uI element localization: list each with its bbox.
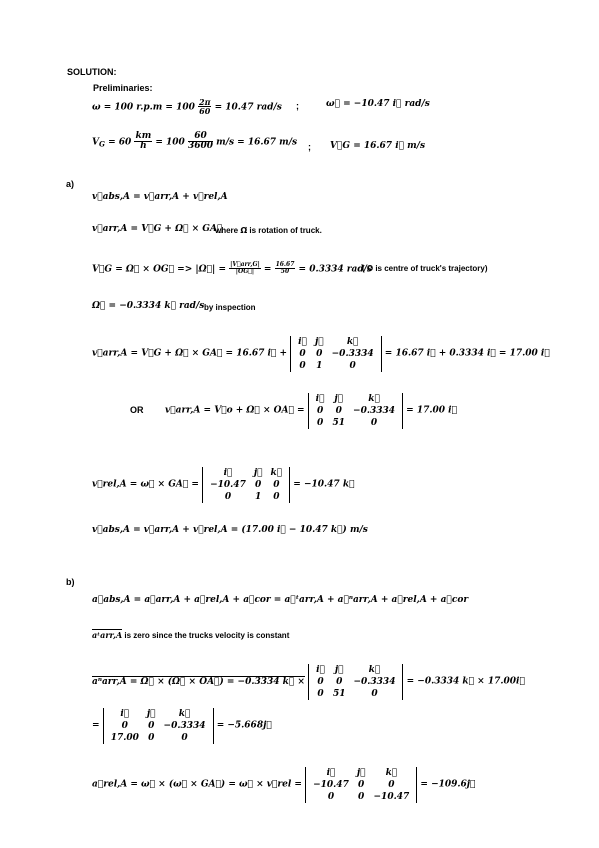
- matrix-cell: 1: [316, 361, 323, 371]
- vg-symbol: V: [92, 137, 99, 148]
- a-line-3-frac-num: |V⃗arr,G|: [230, 261, 260, 268]
- b-line-2: [92, 631, 289, 640]
- matrix-row: [312, 417, 399, 429]
- matrix-cell: j⃗: [334, 394, 344, 404]
- matrix-cell: 1: [255, 492, 262, 502]
- matrix-row: [206, 479, 286, 491]
- matrix-row: [206, 491, 286, 503]
- solution-heading: SOLUTION:: [67, 67, 117, 77]
- a-line-4-eq: Ω⃗ = −0.3334 k⃗ rad/s: [92, 301, 205, 311]
- vg-vector: V⃗G = 16.67 i⃗ m/s: [330, 141, 426, 151]
- a-line-7-rhs: = −10.47 k⃗: [293, 479, 355, 490]
- a-line-7-det: [202, 467, 290, 503]
- matrix-cell: 51: [332, 418, 346, 428]
- matrix-cell: 0: [299, 361, 306, 371]
- matrix-cell: 0: [317, 677, 324, 687]
- matrix-row: [312, 405, 399, 417]
- a-line-2-eq: v⃗arr,A = V⃗G + Ω⃗ × GA⃗: [92, 224, 223, 234]
- matrix-cell: 0: [317, 689, 324, 699]
- omega-separator: ;: [296, 101, 299, 111]
- matrix-row: [107, 708, 210, 720]
- b-line-2-symbol: aᵗarr,A: [92, 630, 123, 640]
- b-line-4: [92, 708, 272, 744]
- matrix-cell: k⃗: [178, 709, 191, 719]
- a-line-3-frac2-den: 50: [280, 268, 290, 276]
- matrix-cell: 0: [255, 480, 262, 490]
- matrix-row: [312, 664, 399, 676]
- a-line-3-frac2-num: 16.67: [275, 261, 295, 268]
- a-line-3-note: ( O is centre of truck's trajectory): [362, 264, 488, 273]
- matrix-cell: 0: [370, 418, 378, 428]
- matrix-cell: k⃗: [346, 337, 359, 347]
- a-line-6-rhs: = 17.00 i⃗: [406, 405, 457, 416]
- vg-frac1-num: km: [135, 131, 152, 141]
- matrix-cell: i⃗: [326, 768, 336, 778]
- vg-equation: [92, 132, 297, 152]
- matrix-cell: i⃗: [315, 394, 325, 404]
- a-line-3: [92, 262, 372, 276]
- matrix-cell: −0.3334: [331, 349, 374, 359]
- matrix-cell: j⃗: [253, 468, 263, 478]
- matrix-cell: 0: [316, 349, 323, 359]
- omega-equation-text: ω = 100 r.p.m = 100: [92, 102, 195, 113]
- a-line-5-lhs: v⃗arr,A = V⃗G + Ω⃗ × GA⃗ = 16.67 i⃗ +: [92, 348, 287, 359]
- a-line-1: v⃗abs,A = v⃗arr,A + v⃗rel,A: [92, 192, 228, 202]
- matrix-cell: 0: [148, 721, 155, 731]
- matrix-cell: i⃗: [120, 709, 130, 719]
- matrix-row: [294, 360, 378, 372]
- a-line-3-frac: [229, 262, 261, 276]
- b-line-3-lhs: aⁿarr,A = Ω⃗ × (Ω⃗ × OA⃗) = −0.3334 k⃗ ×: [92, 676, 305, 687]
- matrix-row: [312, 688, 399, 700]
- b-line-3-rhs: = −0.3334 k⃗ × 17.00i⃗: [406, 676, 525, 687]
- vg-frac2-num: 60: [188, 132, 213, 142]
- matrix-cell: 51: [332, 689, 346, 699]
- matrix-cell: 17.00: [110, 733, 139, 743]
- matrix-cell: −0.3334: [353, 677, 396, 687]
- matrix-row: [206, 467, 286, 479]
- b-line-1: a⃗abs,A = a⃗arr,A + a⃗rel,A + a⃗cor = a⃗ᵗarr,A + a⃗ⁿarr,A + a⃗rel,A + a⃗cor: [92, 595, 469, 605]
- vg-result: m/s = 16.67 m/s: [216, 137, 298, 148]
- part-a-label: a): [66, 179, 75, 189]
- matrix-cell: 0: [273, 480, 280, 490]
- b-line-5: [92, 767, 475, 803]
- a-line-5: [92, 336, 550, 372]
- matrix-cell: 0: [336, 677, 343, 687]
- matrix-cell: −0.3334: [163, 721, 206, 731]
- matrix-cell: 0: [181, 733, 188, 743]
- a-line-5-rhs: = 16.67 i⃗ + 0.3334 i⃗ = 17.00 i⃗: [384, 348, 550, 359]
- matrix-cell: 0: [148, 733, 155, 743]
- matrix-row: [312, 676, 399, 688]
- matrix-cell: i⃗: [298, 337, 307, 347]
- vg-frac1-den: h: [140, 141, 147, 152]
- matrix-cell: i⃗: [316, 665, 325, 675]
- matrix-cell: 0: [388, 780, 395, 790]
- matrix-cell: 0: [121, 721, 128, 731]
- a-line-3-frac-den: |OG⃗|: [235, 268, 255, 276]
- a-line-7: [92, 467, 354, 503]
- matrix-row: [309, 767, 413, 779]
- matrix-row: [107, 732, 210, 744]
- b-line-5-lhs: a⃗rel,A = ω⃗ × (ω⃗ × GA⃗) = ω⃗ × v⃗rel =: [92, 779, 302, 790]
- a-line-5-det: [290, 336, 382, 372]
- matrix-cell: k⃗: [368, 665, 381, 675]
- matrix-cell: j⃗: [314, 337, 324, 347]
- matrix-cell: 0: [316, 418, 324, 428]
- matrix-cell: −10.47: [373, 792, 410, 802]
- a-line-8: v⃗abs,A = v⃗arr,A + v⃗rel,A = (17.00 i⃗ − 10.47 k⃗) m/s: [92, 525, 368, 535]
- b-line-4-eq: =: [92, 720, 100, 731]
- matrix-cell: 0: [299, 349, 306, 359]
- vg-frac2: [188, 132, 213, 152]
- matrix-cell: 0: [358, 780, 365, 790]
- matrix-cell: k⃗: [270, 468, 283, 478]
- matrix-cell: k⃗: [385, 768, 398, 778]
- b-line-5-rhs: = −109.6j⃗: [420, 779, 476, 790]
- matrix-cell: 0: [316, 406, 324, 416]
- matrix-cell: 0: [349, 361, 356, 371]
- matrix-row: [312, 393, 399, 405]
- matrix-cell: 0: [335, 406, 342, 416]
- a-line-4-note: by inspection: [204, 303, 256, 312]
- a-line-6: [165, 393, 457, 429]
- matrix-row: [107, 720, 210, 732]
- vg-eq-60: = 60: [108, 137, 132, 148]
- a-line-7-lhs: v⃗rel,A = ω⃗ × GA⃗ =: [92, 479, 199, 490]
- matrix-cell: −10.47: [313, 780, 349, 790]
- b-line-2-text: is zero since the trucks velocity is constant: [124, 631, 290, 640]
- matrix-cell: j⃗: [146, 709, 156, 719]
- vg-frac1: [134, 132, 152, 152]
- matrix-cell: i⃗: [223, 468, 233, 478]
- vg-eq-100: = 100: [155, 137, 185, 148]
- matrix-row: [309, 791, 413, 803]
- a-line-6-lhs: v⃗arr,A = V⃗o + Ω⃗ × OA⃗ =: [165, 405, 305, 416]
- matrix-cell: 0: [224, 492, 232, 502]
- matrix-row: [309, 779, 413, 791]
- part-b-label: b): [66, 577, 75, 587]
- matrix-cell: k⃗: [368, 394, 380, 404]
- matrix-cell: j⃗: [334, 665, 344, 675]
- a-line-2-note: where Ω⃗ is rotation of truck.: [215, 226, 322, 235]
- a-line-6-det: [308, 393, 403, 429]
- b-line-4-det: [103, 708, 214, 744]
- omega-vector: ω⃗ = −10.47 i⃗ rad/s: [326, 99, 430, 109]
- matrix-row: [294, 336, 378, 348]
- preliminaries-label: Preliminaries:: [93, 83, 153, 93]
- matrix-cell: −10.47: [210, 480, 246, 490]
- a-line-3-result: = 0.3334 rad/s: [298, 264, 372, 275]
- matrix-cell: −0.3334: [353, 406, 396, 416]
- vg-sub: G: [98, 139, 105, 149]
- b-line-3: [92, 664, 525, 700]
- omega-equation: [92, 98, 282, 116]
- matrix-cell: j⃗: [356, 768, 366, 778]
- matrix-row: [294, 348, 378, 360]
- omega-result: = 10.47 rad/s: [214, 102, 282, 113]
- b-line-3-det: [308, 664, 403, 700]
- matrix-cell: 0: [327, 792, 335, 802]
- a-line-3-eq: V⃗G = Ω⃗ × OG⃗ => |Ω⃗| =: [92, 264, 230, 275]
- b-line-5-det: [305, 767, 417, 803]
- a-line-6-or: OR: [130, 405, 144, 415]
- vg-frac2-den: 3600: [187, 141, 214, 152]
- omega-fraction: [198, 98, 211, 116]
- omega-frac-den: 60: [199, 106, 211, 117]
- omega-frac-num: 2π: [199, 97, 211, 107]
- a-line-3-eq2: =: [263, 264, 272, 275]
- vg-separator: ;: [308, 142, 311, 152]
- a-line-3-frac2: [275, 262, 296, 276]
- matrix-cell: 0: [371, 689, 378, 699]
- matrix-cell: 0: [358, 792, 365, 802]
- matrix-cell: 0: [273, 492, 280, 502]
- b-line-4-rhs: = −5.668j⃗: [216, 720, 272, 731]
